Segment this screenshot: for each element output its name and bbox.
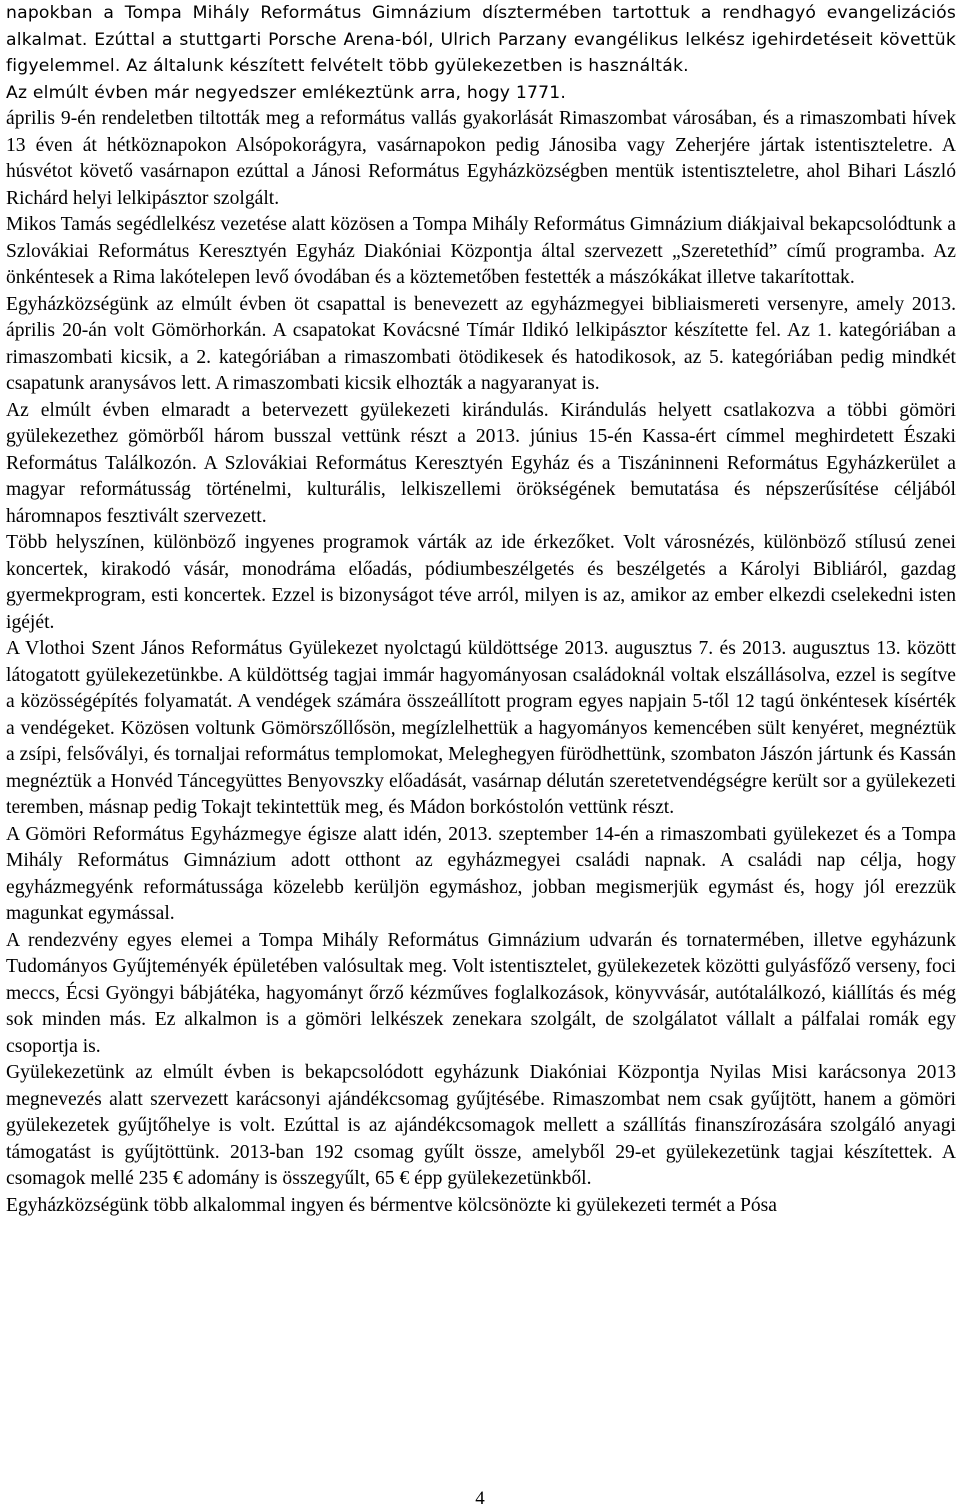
paragraph-christmas-collection: Gyülekezetünk az elmúlt évben is bekapcsolódott egyházunk Diakóniai Központja Nyilas Misi karácsonya 2013 megnevezés alatt szervezett karácsonyi ajándékcsomag gyűjtésébe. Rimaszombat nem csak gyűjtött, hanem a gömöri gyülekezetek gyűjtőhelye is volt. Ezúttal is az ajándékcsomagok mellett a szállítás finanszírozására szolgáló anyagi támogatást is gyűjtöttünk. 2013-ban 192 csomag gyűlt össze, amelyből 29-et gyülekezetünk tagjai készítettek. A csomagok mellé 235 € adomány is összegyűlt, 65 € épp gyülekezetünkből. (6, 1062, 956, 1189)
paragraph-kassa-meeting: Az elmúlt évben elmaradt a betervezett gyülekezeti kirándulás. Kirándulás helyett csatlakozva a többi gömöri gyülekezethez gömörből három busszal vettünk részt a 2013. június 15-én Kassa-ért címmel meghirdetett Északi Református Találkozón. A Szlovákiai Református Keresztyén Egyház és a Tiszáninneni Református Egyházkerület a magyar reformátusság történelmi, kulturális, lelkiszellemi örökségének bemutatása és népszerűsítése céljából háromnapos fesztivált szervezett. (6, 399, 956, 527)
document-page (6, 0, 956, 1219)
paragraph-remembrance-intro: Az elmúlt évben már negyedszer emlékeztünk arra, hogy 1771. (6, 82, 567, 103)
paragraph-remembrance: április 9-én rendeletben tiltották meg a református vallás gyakorlását Rimaszombat városában, és a rimaszombati hívek 13 éven át hétköznapokon Alsópokorágyra, vasárnapokon pedig Jánosiba vagy Zeherjére jártak istentiszteletre. A húsvétot követő vasárnapon ezúttal a Jánosi Református Egyházközségben mentük istentiszteletre, ahol Bihari László Richárd helyi lelkipásztor szolgált. (6, 108, 956, 209)
paragraph-hall-lending: Egyházközségünk több alkalommal ingyen és bérmentve kölcsönözte ki gyülekezeti termét a Pósa (6, 1194, 777, 1216)
paragraph-szeretethid: Mikos Tamás segédlelkész vezetése alatt közösen a Tompa Mihály Református Gimnázium diákjaival bekapcsolódtunk a Szlovákiai Református Keresztyén Egyház Diakóniai Központja által szervezett „Szeretethíd” című programba. Az önkéntesek a Rima lakótelepen levő óvodában és a köztemetőben festették a mászókákat illetve takarítottak. (6, 214, 956, 288)
paragraph-family-day-events: A rendezvény egyes elemei a Tompa Mihály Református Gimnázium udvarán és tornatermében, illetve egyházunk Tudományos Gyűjteményék épületében valósultak meg. Volt istentisztelet, gyülekezetek közötti gulyásfőző verseny, foci meccs, Écsi Gyöngyi bábjátéka, hagyományt őrző kézműves foglalkozások, könyvvásár, autótalálkozó, kiállítás és még sok minden más. Ez alkalmon is a gömöri lelkészek zenekara szolgált, de szolgálatot vállalt a pálfalai romák egy csoportja is. (6, 929, 956, 1057)
paragraph-vlotho-visit: A Vlothoi Szent János Református Gyülekezet nyolctagú küldöttsége 2013. augusztus 7. és 2013. augusztus 13. között látogatott gyülekezetünkbe. A küldöttség tagjai immár hagyományosan családoknál voltak elszállásolva, ezzel is segítve a közösségépítés folyamatát. A vendégek számára összeállított program egyes napjain 5-től 12 tagú önkéntesek kísérték a vendégeket. Közösen voltunk Gömörszőllősön, megízlelhettük a hagyományos kemencében sült kenyéret, megnéztük a zsípi, felsővályi, és tornaljai református templomokat, Meleghegyen fürödhettünk, szombaton Jászón jártunk és Kassán megnéztük a Honvéd Táncegyüttes Benyovszky előadását, vasárnap délután szeretetvendégségre került sor a gyülekezeti teremben, másnap pedig Tokajt tekintettük meg, és Mádon borkóstolón vettünk részt. (6, 638, 956, 818)
paragraph-festival-programs: Több helyszínen, különböző ingyenes programok várták az ide érkezőket. Volt városnézés, különböző stílusú zenei koncertek, kirakodó vásár, monodráma előadás, pódiumbeszélgetés és beszélgetés a Károlyi Bibliáról, gazdag gyermekprogram, esti koncertek. Ezzel is bizonyságot téve arról, milyen is az, amikor az ember elkezdi cselekedni isten igéjét. (6, 532, 956, 633)
paragraph-evangelization: napokban a Tompa Mihály Református Gimnázium dísztermében tartottuk a rendhagyó evangelizációs alkalmat. Ezúttal a stuttgarti Porsche Arena-ból, Ulrich Parzany evangélikus lelkész igehirdetéseit követtük figyelemmel. Az általunk készített felvételt több gyülekezetben is használták. (6, 3, 956, 76)
paragraph-family-day: A Gömöri Református Egyházmegye égisze alatt idén, 2013. szeptember 14-én a rimaszombati gyülekezet és a Tompa Mihály Református Gimnázium adott otthont az egyházmegyei családi napnak. A családi nap célja, hogy egyházmegyénk reformátussága közelebb kerüljön egymáshoz, jobban megismerjük egymást és, hogy jól erezzük magunkat egymással. (6, 823, 956, 924)
paragraph-bible-competition: Egyházközségünk az elmúlt évben öt csapattal is benevezett az egyházmegyei bibliaismereti versenyre, amely 2013. április 20-án volt Gömörhorkán. A csapatokat Kovácsné Tímár Ildikó lelkipásztor készítette fel. Az 1. kategóriában a rimaszombati kicsik, a 2. kategóriában a rimaszombati ötödikesek és hatodikosok, az 5. kategóriában pedig mindkét csapatunk aranysávos lett. A rimaszombati kicsik elhozták a nagyaranyat is. (6, 293, 956, 394)
page-number: 4 (475, 1488, 485, 1509)
